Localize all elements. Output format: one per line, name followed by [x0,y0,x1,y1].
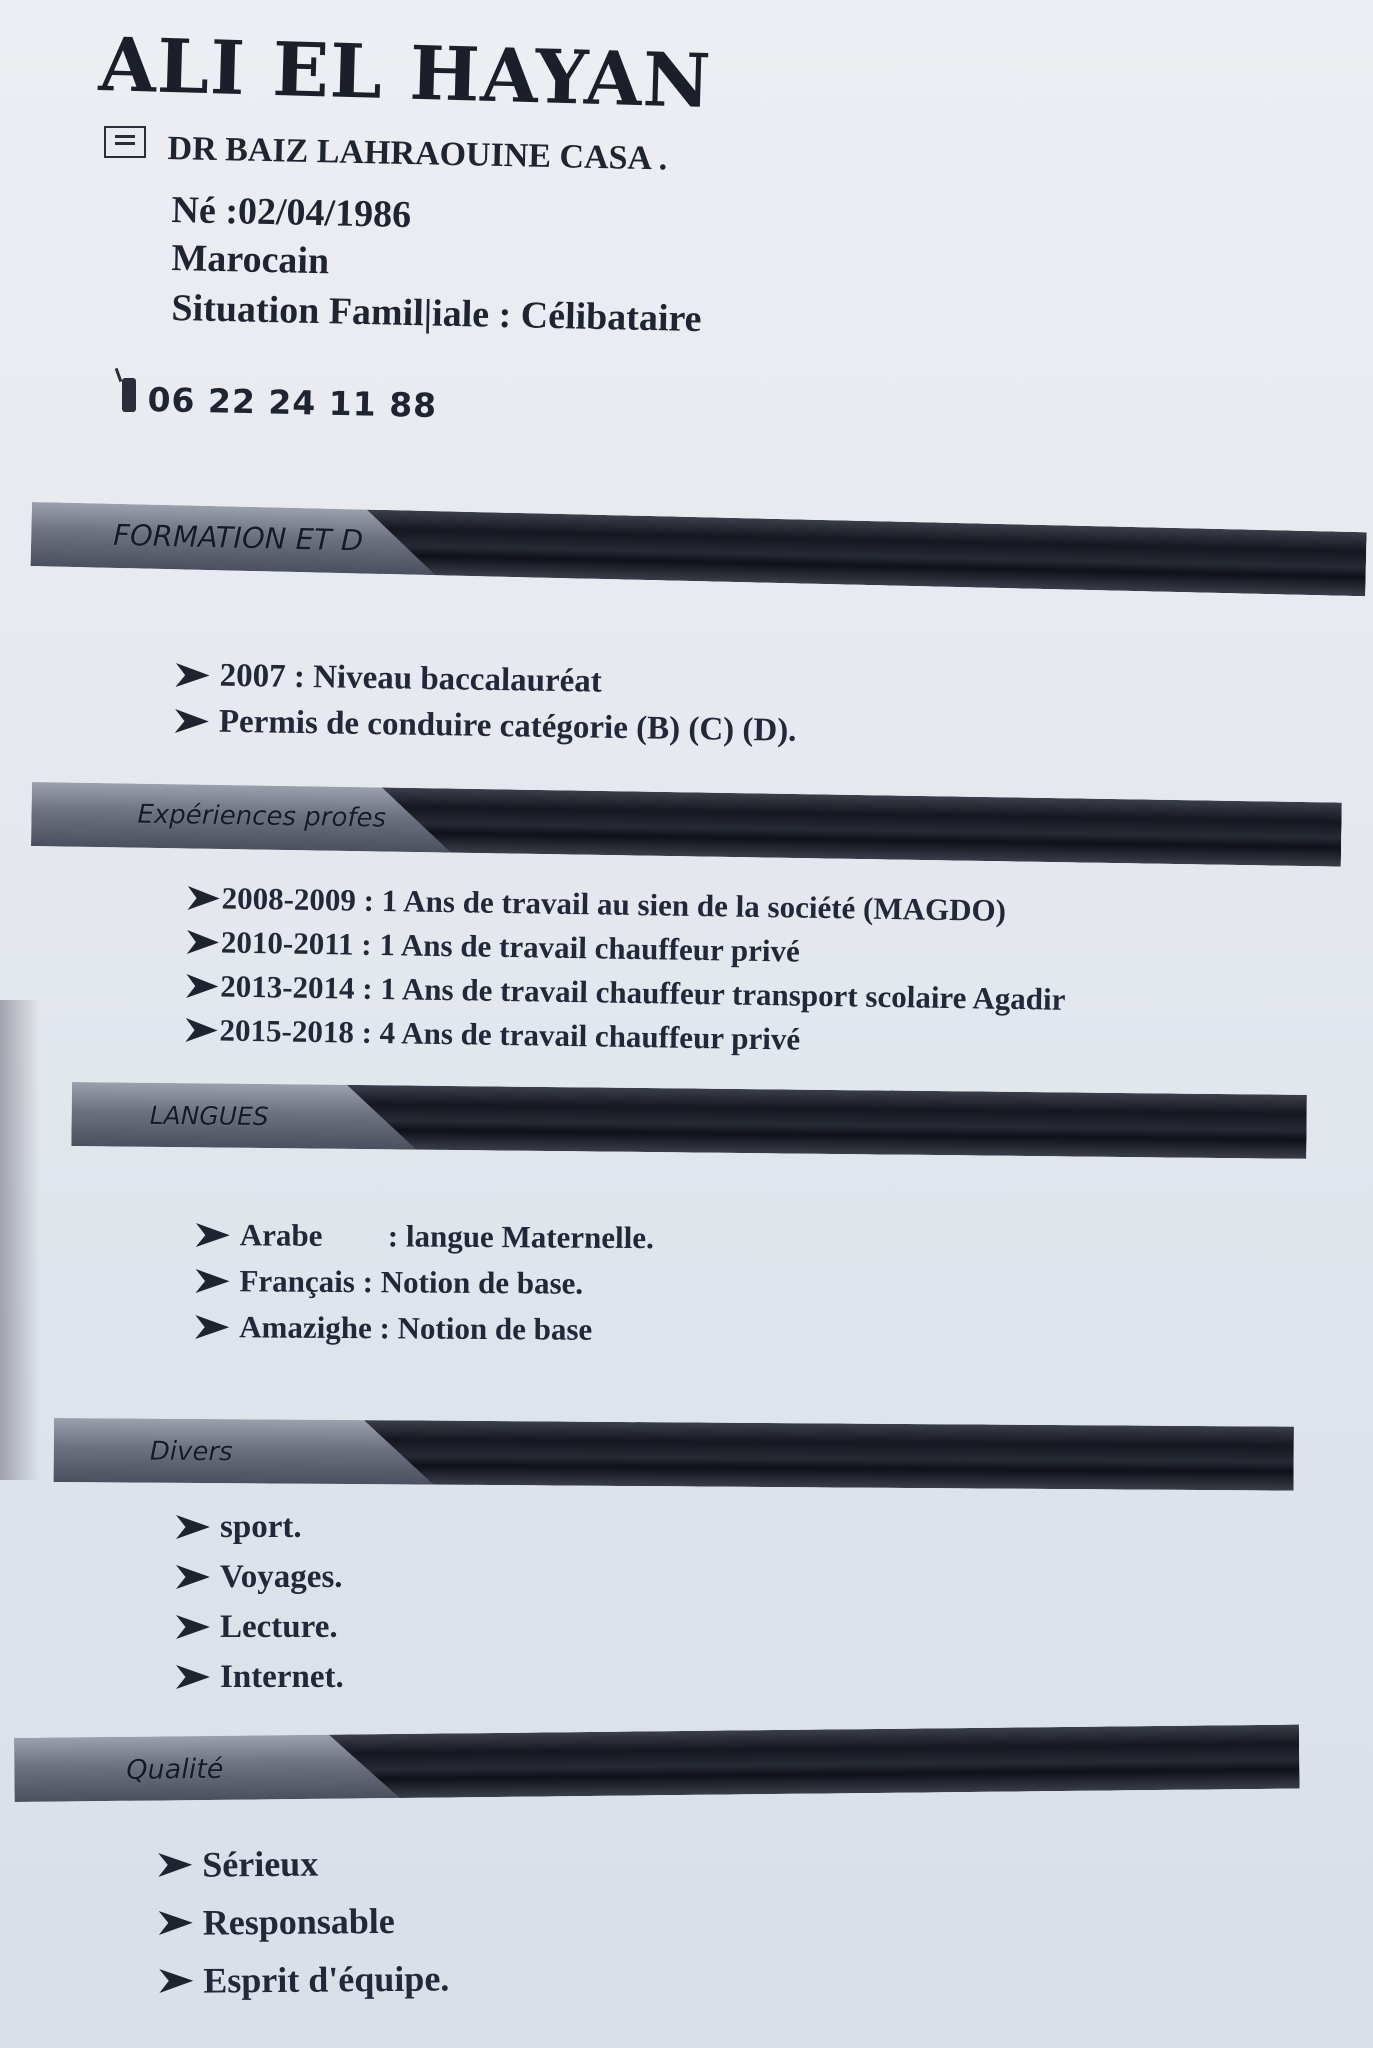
candidate-name: ALI EL HAYAN [97,22,713,126]
language-name: Amazighe [239,1309,372,1346]
banner-dark-part [365,510,1366,597]
arrow-bullet-icon [176,1665,210,1689]
section-banner-divers [54,1418,1294,1491]
list-item-text: Lecture. [220,1608,338,1645]
phone-icon [122,378,136,412]
list-item-text: Internet. [220,1658,344,1695]
section-title-experiences: Expériences profes [137,799,387,834]
list-item [176,1552,344,1602]
arrow-bullet-icon [176,1515,210,1539]
list-item [176,1502,344,1552]
phone-number: 06 22 24 11 88 [147,380,438,426]
arrow-bullet-icon [185,1018,217,1042]
section-title-divers: Divers [149,1436,233,1468]
arrow-bullet-icon [176,1565,210,1589]
list-item [176,1602,344,1652]
arrow-bullet-icon [186,974,218,998]
arrow-bullet-icon [159,1911,193,1935]
birth-date: Né :02/04/1986 [171,188,412,237]
arrow-bullet-icon [159,1969,193,1993]
language-name: Français [239,1263,356,1300]
list-item-text: Responsable [202,1900,395,1943]
section-title-formation: FORMATION ET D [112,517,364,558]
experience-list [185,876,1067,1066]
mail-icon [104,126,146,158]
address: DR BAIZ LAHRAOUINE CASA . [167,130,668,178]
list-item-text: 2007 : Niveau baccalauréat [219,657,603,700]
arrow-bullet-icon [195,1269,229,1293]
arrow-bullet-icon [175,709,209,734]
list-item-text: 2010-2011 : 1 Ans de travail chauffeur privé [220,924,801,969]
banner-dark-part [364,1420,1294,1490]
list-item-text: 2015-2018 : 4 Ans de travail chauffeur privé [219,1012,801,1057]
arrow-bullet-icon [175,663,209,688]
list-item [195,1304,653,1353]
banner-dark-part [381,787,1342,866]
language-level: : Notion de base [379,1310,593,1347]
arrow-bullet-icon [176,1615,210,1639]
list-item [158,1833,449,1894]
section-banner-formation [31,502,1367,596]
arrow-bullet-icon [196,1223,230,1247]
list-item [175,698,797,754]
nationality: Marocain [171,236,330,283]
arrow-bullet-icon [187,930,219,954]
langues-list [195,1212,654,1353]
section-title-langues: LANGUES [149,1100,269,1132]
language-level: : langue Maternelle. [387,1218,654,1256]
list-item-text: 2008-2009 : 1 Ans de travail au sien de la société (MAGDO) [221,880,1007,928]
list-item-text: Esprit d'équipe. [203,1958,450,2001]
list-item [195,1258,653,1307]
list-item [176,1652,344,1702]
section-banner-qualite [14,1725,1300,1802]
list-item [196,1212,654,1261]
banner-dark-part [329,1725,1300,1799]
banner-dark-part [346,1085,1307,1159]
section-banner-langues [71,1082,1307,1159]
language-level: : Notion de base. [362,1264,584,1301]
arrow-bullet-icon [187,886,219,910]
list-item-text: Voyages. [220,1558,343,1595]
qualite-list [158,1833,450,2010]
page-shadow [0,1000,40,1480]
arrow-bullet-icon [195,1315,229,1339]
section-banner-experiences [31,782,1342,867]
list-item [159,1949,450,2010]
arrow-bullet-icon [158,1853,192,1877]
section-title-qualite: Qualité [126,1753,224,1786]
language-name: Arabe [239,1217,323,1253]
family-status: Situation Famil|iale : Célibataire [171,286,703,341]
list-item-text: 2013-2014 : 1 Ans de travail chauffeur transport scolaire Agadir [220,968,1066,1017]
formation-list [175,652,798,754]
divers-list [176,1502,344,1702]
list-item-text: Sérieux [202,1843,319,1885]
list-item-text: Permis de conduire catégorie (B) (C) (D). [218,703,797,749]
list-item-text: sport. [220,1508,302,1545]
list-item [159,1891,450,1952]
